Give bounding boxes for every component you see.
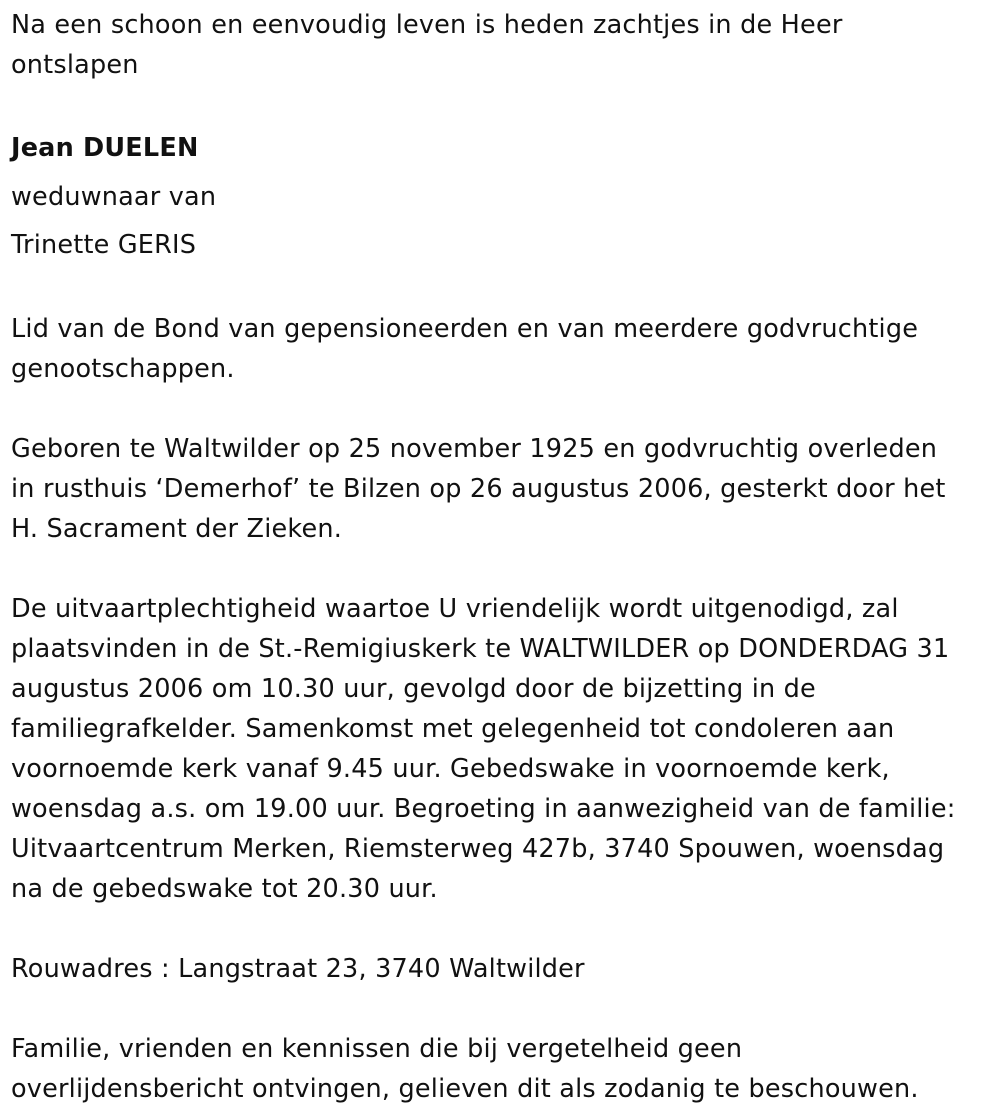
- funeral-line: voornoemde kerk vanaf 9.45 uur. Gebedswake in voornoemde kerk,: [11, 754, 890, 784]
- funeral-paragraph: [11, 589, 986, 909]
- birth-death-line: H. Sacrament der Zieken.: [11, 514, 342, 544]
- birth-death-line: in rusthuis ‘Demerhof’ te Bilzen op 26 augustus 2006, gesterkt door het: [11, 474, 946, 504]
- closing-line: Familie, vrienden en kennissen die bij vergetelheid geen: [11, 1034, 743, 1064]
- birth-death-paragraph: [11, 429, 986, 549]
- intro-line: Na een schoon en eenvoudig leven is heden zachtjes in de Heer: [11, 10, 843, 40]
- membership-line: genootschappen.: [11, 354, 235, 384]
- membership-line: Lid van de Bond van gepensioneerden en van meerdere godvruchtige: [11, 314, 919, 344]
- closing-line: overlijdensbericht ontvingen, gelieven dit als zodanig te beschouwen.: [11, 1074, 919, 1104]
- funeral-line: woensdag a.s. om 19.00 uur. Begroeting in aanwezigheid van de familie:: [11, 794, 956, 824]
- closing-paragraph: [11, 1029, 986, 1109]
- funeral-line: familiegrafkelder. Samenkomst met gelegenheid tot condoleren aan: [11, 714, 895, 744]
- mourning-address: Rouwadres : Langstraat 23, 3740 Waltwilder: [11, 954, 585, 984]
- funeral-line: plaatsvinden in de St.-Remigiuskerk te WALTWILDER op DONDERDAG 31: [11, 634, 950, 664]
- intro-line: ontslapen: [11, 50, 139, 80]
- obituary-text: [11, 5, 986, 1109]
- funeral-line: augustus 2006 om 10.30 uur, gevolgd door de bijzetting in de: [11, 674, 816, 704]
- funeral-line: na de gebedswake tot 20.30 uur.: [11, 874, 438, 904]
- relation-label: weduwnaar van: [11, 182, 217, 212]
- funeral-line: De uitvaartplechtigheid waartoe U vriendelijk wordt uitgenodigd, zal: [11, 594, 899, 624]
- intro-paragraph: [11, 5, 986, 85]
- deceased-name: Jean DUELEN: [11, 133, 199, 163]
- funeral-line: Uitvaartcentrum Merken, Riemsterweg 427b, 3740 Spouwen, woensdag: [11, 834, 945, 864]
- spouse-name: Trinette GERIS: [11, 230, 197, 260]
- membership-paragraph: [11, 309, 986, 389]
- birth-death-line: Geboren te Waltwilder op 25 november 1925 en godvruchtig overleden: [11, 434, 938, 464]
